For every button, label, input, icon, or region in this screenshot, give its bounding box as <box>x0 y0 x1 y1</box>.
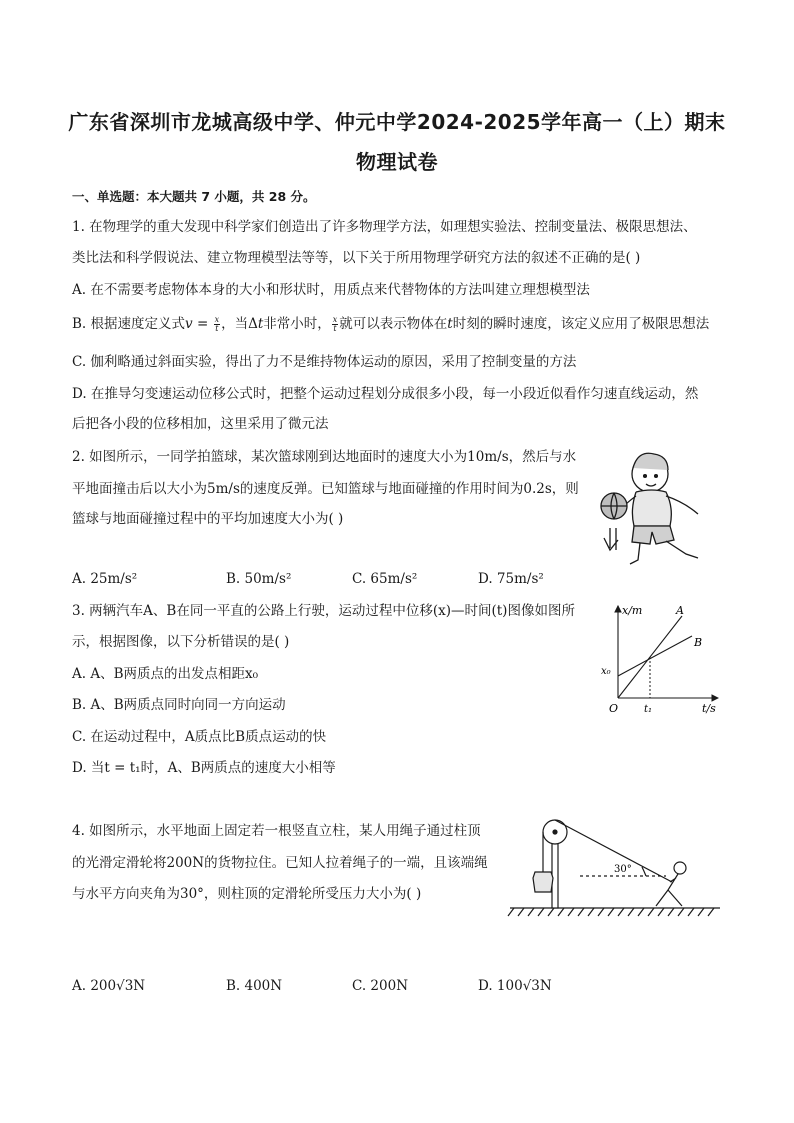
exam-title-line2: 物理试卷 <box>356 150 438 174</box>
t1-label: t₁ <box>644 704 653 715</box>
q3-option-b: B. A、B两质点同时向同一方向运动 <box>72 697 286 713</box>
q1-option-c: C. 伽利略通过斜面实验，得出了力不是维持物体运动的原因，采用了控制变量的方法 <box>72 354 577 370</box>
origin-label: O <box>609 702 619 715</box>
q1-option-b-t2: t <box>447 316 453 332</box>
q1-fraction-x-over-t-2 <box>332 316 339 333</box>
q4-stem-line1: 4. 如图所示，水平地面上固定若一根竖直立柱，某人用绳子通过柱顶 <box>72 823 481 839</box>
q1-option-b-mid1: ，当Δ <box>221 316 258 332</box>
q3-option-c: C. 在运动过程中，A质点比B质点运动的快 <box>72 729 327 745</box>
frac-numerator: x <box>332 315 338 324</box>
exam-title-line1: 广东省深圳市龙城高级中学、仲元中学2024-2025学年高一（上）期末 <box>68 110 726 134</box>
q1-option-a: A. 在不需要考虑物体本身的大小和形状时，用质点来代替物体的方法叫建立理想模型法 <box>72 282 590 298</box>
angle-label: 30° <box>614 864 632 875</box>
q1-option-b-mid3: 就可以表示物体在 <box>339 316 448 332</box>
q2-option-c: C. 65m/s² <box>352 571 418 587</box>
q2-stem-line2: 平地面撞击后以大小为5m/s的速度反弹。已知篮球与地面碰撞的作用时间为0.2s，则 <box>72 481 579 497</box>
q1-stem-line1: 1. 在物理学的重大发现中科学家们创造出了许多物理学方法，如理想实验法、控制变量法、极限思想法、 <box>72 219 697 235</box>
q3-option-d: D. 当t = t₁时，A、B两质点的速度大小相等 <box>72 760 336 776</box>
person-head <box>674 862 686 874</box>
frac-denominator: t <box>215 324 219 333</box>
q2-option-b: B. 50m/s² <box>226 571 292 587</box>
q2-stem-line3: 篮球与地面碰撞过程中的平均加速度大小为( ) <box>72 511 344 527</box>
q3-option-a: A. A、B两质点的出发点相距x₀ <box>72 666 259 682</box>
q4-stem-line3: 与水平方向夹角为30°，则柱顶的定滑轮所受压力大小为( ) <box>72 886 422 902</box>
line-b-label: B <box>694 636 703 649</box>
q2-option-d: D. 75m/s² <box>478 571 544 587</box>
q4-stem-line2: 的光滑定滑轮将200N的货物拉住。已知人拉着绳子的一端，且该端绳 <box>72 855 488 871</box>
q1-option-b-eq: = <box>192 316 213 332</box>
q2-stem-line1: 2. 如图所示，一同学拍篮球，某次篮球刚到达地面时的速度大小为10m/s，然后与水 <box>72 449 577 465</box>
x0-label: x₀ <box>601 666 611 677</box>
q1-stem-line2: 类比法和科学假说法、建立物理模型法等等，以下关于所用物理学研究方法的叙述不正确的是( ) <box>72 250 641 266</box>
basketball-player-illustration <box>590 440 730 572</box>
q2-option-a: A. 25m/s² <box>72 571 138 587</box>
frac-denominator: t <box>333 324 337 333</box>
q1-option-b-mid4: 时刻的瞬时速度，该定义应用了极限思想法 <box>452 316 710 332</box>
line-a-label: A <box>676 604 684 617</box>
q3-stem-line1: 3. 两辆汽车A、B在同一平直的公路上行驶，运动过程中位移(x)—时间(t)图像如图所 <box>72 603 575 619</box>
q1-option-b <box>72 315 709 333</box>
q1-option-d-line1: D. 在推导匀变速运动位移公式时，把整个运动过程划分成很多小段，每一小段近似看作匀速直线运动，然 <box>72 386 699 402</box>
q1-fraction-x-over-t <box>214 316 221 333</box>
q4-option-b: B. 400N <box>226 978 283 994</box>
q1-option-b-pre: B. 根据速度定义式 <box>72 316 186 332</box>
y-axis-label: x/m <box>622 604 643 617</box>
q1-option-b-v: v <box>185 316 193 332</box>
q4-option-c: C. 200N <box>352 978 409 994</box>
q1-option-d-line2: 后把各小段的位移相加，这里采用了微元法 <box>72 416 329 432</box>
cargo-weight <box>533 872 553 892</box>
q4-option-d: D. 100√3N <box>478 978 552 994</box>
q1-option-b-t: t <box>257 316 264 332</box>
q4-option-a: A. 200√3N <box>72 978 146 994</box>
section-heading: 一、单选题：本大题共 7 小题，共 28 分。 <box>72 189 316 204</box>
q3-stem-line2: 示，根据图像，以下分析错误的是( ) <box>72 634 290 650</box>
pulley-illustration <box>506 812 728 918</box>
frac-numerator: x <box>214 315 220 324</box>
line-b <box>618 636 692 676</box>
q1-option-b-mid2: 非常小时， <box>263 316 331 332</box>
x-t-graph <box>596 600 726 718</box>
x-axis-label: t/s <box>702 702 716 715</box>
